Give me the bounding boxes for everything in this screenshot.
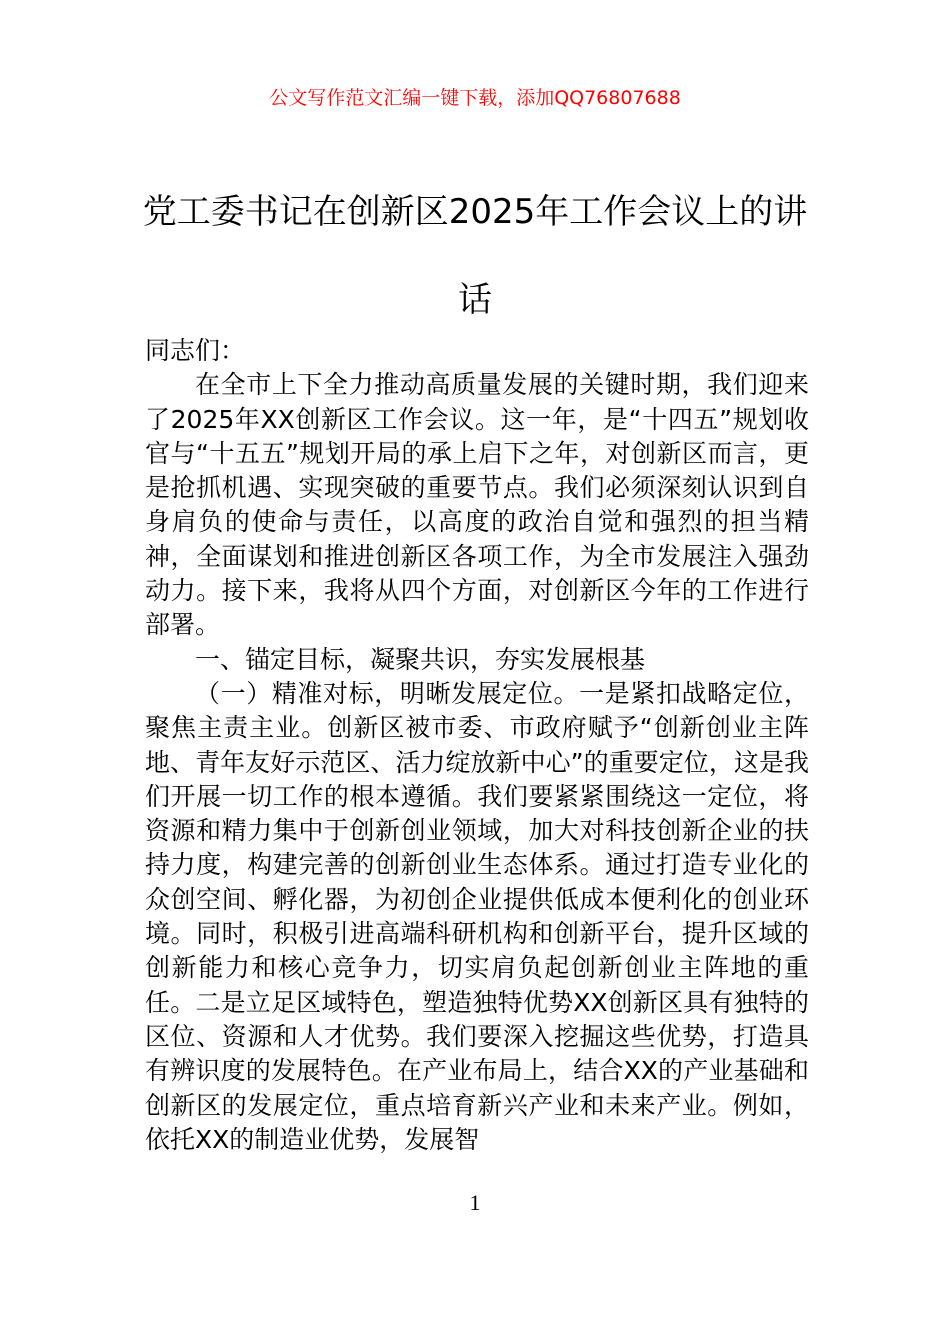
salutation: 同志们：	[145, 336, 246, 365]
document-body	[145, 334, 809, 1157]
paragraph: （一）精准对标，明晰发展定位。一是紧扣战略定位，聚焦主责主业。创新区被市委、市政府赋予“创新创业主阵地、青年友好示范区、活力绽放新中心”的重要定位，这是我们开展一切工作的根本遵循。我们要紧紧围绕这一定位，将资源和精力集中于创新创业领域，加大对科技创新企业的扶持力度，构建完善的创新创业生态体系。通过打造专业化的众创空间、孵化器，为初创企业提供低成本便利化的创业环境。同时，积极引进高端科研机构和创新平台，提升区域的创新能力和核心竞争力，切实肩负起创新创业主阵地的重任。二是立足区域特色，塑造独特优势XX创新区具有独特的区位、资源和人才优势。我们要深入挖掘这些优势，打造具有辨识度的发展特色。在产业布局上，结合XX的产业基础和创新区的发展定位，重点培育新兴产业和未来产业。例如，依托XX的制造业优势，发展智	[145, 678, 809, 1154]
page-number: 1	[469, 1190, 481, 1215]
download-banner: 公文写作范文汇编一键下载，添加QQ76807688	[269, 87, 681, 109]
document-title: 党工委书记在创新区2025年工作会议上的讲话	[142, 192, 808, 320]
section-heading: 一、锚定目标，凝聚共识，夯实发展根基	[195, 644, 646, 674]
paragraph: 在全市上下全力推动高质量发展的关键时期，我们迎来了2025年XX创新区工作会议。这一年，是“十四五”规划收官与“十五五”规划开局的承上启下之年，对创新区而言，更是抢抓机遇、实现突破的重要节点。我们必须深刻认识到自身肩负的使命与责任，以高度的政治自觉和强烈的担当精神，全面谋划和推进创新区各项工作，为全市发展注入强劲动力。接下来，我将从四个方面，对创新区今年的工作进行部署。	[145, 370, 809, 640]
